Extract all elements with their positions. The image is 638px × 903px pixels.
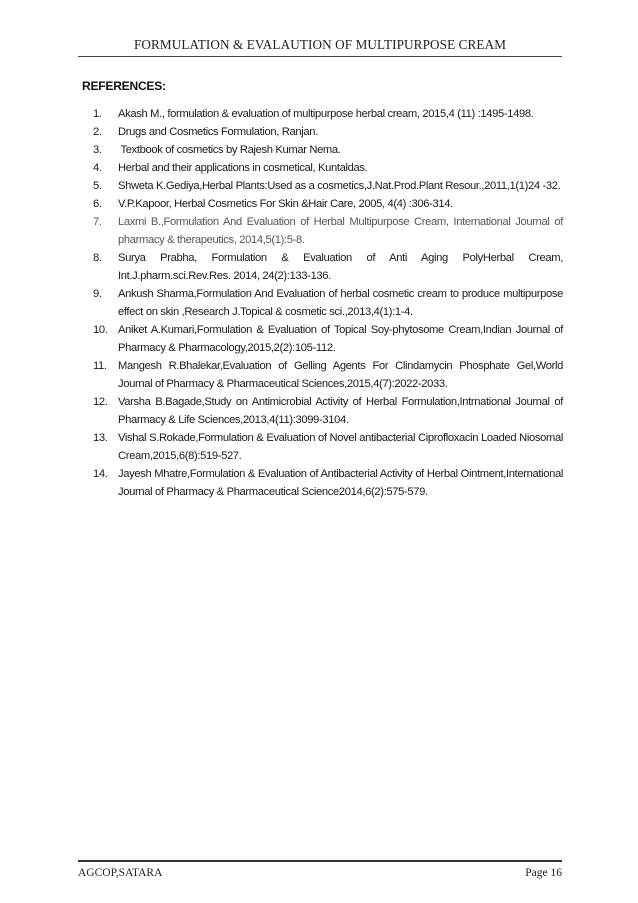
reference-item <box>93 141 563 159</box>
footer-page-number: Page 16 <box>525 867 562 879</box>
reference-number: 2. <box>93 126 102 138</box>
reference-number: 13. <box>93 432 108 444</box>
reference-number: 12. <box>93 396 108 408</box>
reference-text: Jayesh Mhatre,Formulation & Evaluation of Antibacterial Activity of Herbal Ointment,International Journal of Pharmacy & Pharmaceutical Science2014,6(2):575-579. <box>118 468 563 498</box>
reference-text: Vishal S.Rokade,Formulation & Evaluation of Novel antibacterial Ciprofloxacin Loaded Niosomal Cream,2015,6(8):519-527. <box>118 432 563 462</box>
reference-text: Varsha B.Bagade,Study on Antimicrobial Activity of Herbal Formulation,Intrnational Journal of Pharmacy & Life Sciences,2013,4(11):3099-3104. <box>118 396 563 426</box>
reference-text: Laxmi B.,Formulation And Evaluation of Herbal Multipurpose Cream, International Journal of pharmacy & therapeutics, 2014,5(1):5-8. <box>118 216 563 246</box>
reference-number: 10. <box>93 324 108 336</box>
reference-number: 6. <box>93 198 102 210</box>
reference-number: 9. <box>93 288 102 300</box>
reference-text: Textbook of cosmetics by Rajesh Kumar Nema. <box>118 144 341 156</box>
references-heading: REFERENCES: <box>82 79 166 93</box>
footer-institution: AGCOP,SATARA <box>78 867 163 879</box>
reference-item <box>93 393 563 429</box>
reference-number: 3. <box>93 144 102 156</box>
reference-item <box>93 177 563 195</box>
reference-number: 4. <box>93 162 102 174</box>
page-header-title: FORMULATION & EVALAUTION OF MULTIPURPOSE CREAM <box>133 37 507 52</box>
reference-item <box>93 249 563 285</box>
reference-item <box>93 105 563 123</box>
reference-text: Drugs and Cosmetics Formulation, Ranjan. <box>118 126 318 138</box>
reference-text: V.P.Kapoor, Herbal Cosmetics For Skin &Hair Care, 2005, 4(4) :306-314. <box>118 198 453 210</box>
reference-number: 5. <box>93 180 102 192</box>
reference-item <box>93 123 563 141</box>
reference-item <box>93 159 563 177</box>
reference-item <box>93 213 563 249</box>
reference-item <box>93 429 563 465</box>
reference-number: 1. <box>93 108 102 120</box>
reference-text: Akash M., formulation & evaluation of multipurpose herbal cream, 2015,4 (11) :1495-1498. <box>118 108 534 120</box>
reference-text: Ankush Sharma,Formulation And Evaluation of herbal cosmetic cream to produce multipurpose effect on skin ,Research J.Topical & cosmetic sci.,2013,4(1):1-4. <box>118 288 563 318</box>
reference-text: Surya Prabha, Formulation & Evaluation of Anti Aging PolyHerbal Cream, Int.J.pharm.sci.Rev.Res. 2014, 24(2):133-136. <box>118 252 563 282</box>
reference-item <box>93 195 563 213</box>
reference-text: Shweta K.Gediya,Herbal Plants:Used as a cosmetics,J.Nat.Prod.Plant Resour.,2011,1(1)24 -32. <box>118 180 561 192</box>
reference-item <box>93 285 563 321</box>
reference-number: 14. <box>93 468 108 480</box>
reference-text: Aniket A.Kumari,Formulation & Evaluation of Topical Soy-phytosome Cream,Indian Journal of Pharmacy & Pharmacology,2015,2(2):105-112. <box>118 324 563 354</box>
reference-item <box>93 357 563 393</box>
footer-divider <box>78 860 562 862</box>
reference-number: 8. <box>93 252 102 264</box>
reference-text: Mangesh R.Bhalekar,Evaluation of Gelling Agents For Clindamycin Phosphate Gel,World Journal of Pharmacy & Pharmaceutical Sciences,2015,4(7):2022-2033. <box>118 360 563 390</box>
reference-number: 7. <box>93 216 102 228</box>
reference-item <box>93 321 563 357</box>
reference-number: 11. <box>93 360 107 372</box>
header-divider <box>78 56 562 57</box>
references-list <box>93 105 563 501</box>
reference-item <box>93 465 563 501</box>
reference-text: Herbal and their applications in cosmetical, Kuntaldas. <box>118 162 368 174</box>
